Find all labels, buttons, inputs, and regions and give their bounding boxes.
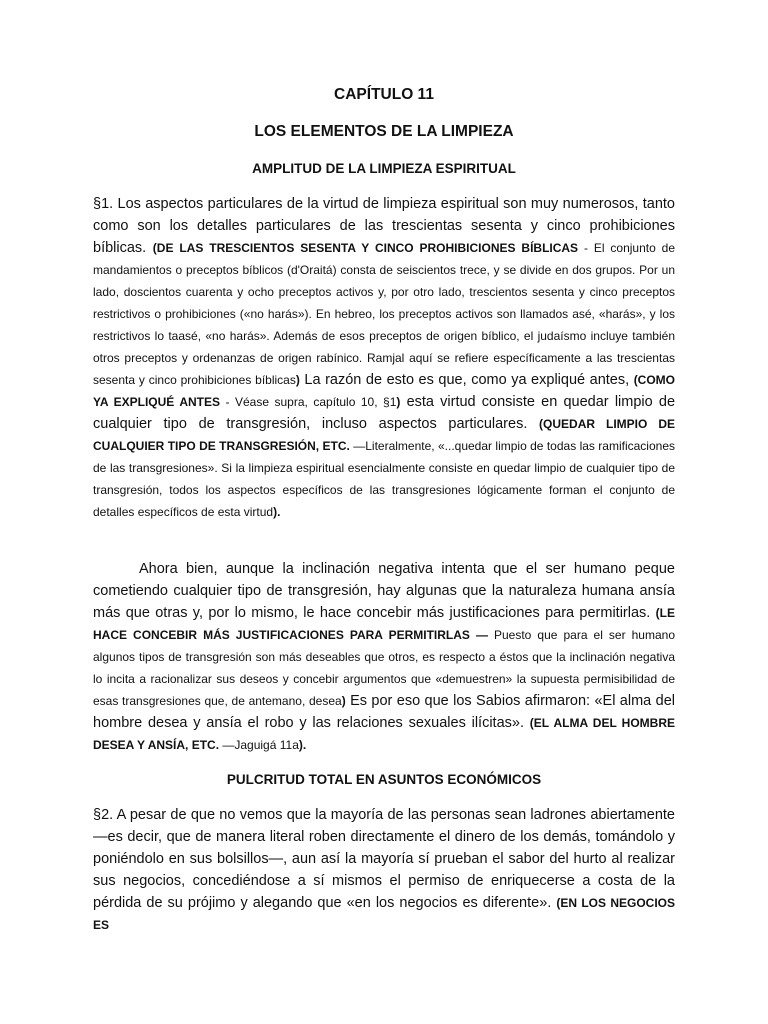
paragraph-1 bbox=[93, 193, 675, 523]
p2-note-2: (EL ALMA DEL HOMBRE DESEA Y ANSÍA, ETC. —Jaguigá 11a). bbox=[93, 716, 675, 752]
section-heading-pulcritud: PULCRITUD TOTAL EN ASUNTOS ECONÓMICOS bbox=[226, 772, 542, 787]
paragraph-2 bbox=[93, 558, 675, 756]
section-heading-amplitud: AMPLITUD DE LA LIMPIEZA ESPIRITUAL bbox=[252, 161, 516, 176]
chapter-heading: CAPÍTULO 11 bbox=[334, 86, 434, 103]
p1-note-2: (COMO YA EXPLIQUÉ ANTES - Véase supra, capítulo 10, §1) bbox=[93, 373, 676, 409]
p2-note-1: (LE HACE CONCEBIR MÁS JUSTIFICACIONES PARA PERMITIRLAS — Puesto que para el ser humano algunos tipos de transgresión son más deseables que otros, es respecto a éstos que la inclinación negativa lo incita a racionalizar sus deseos y concebir argumentos que «demuestren» la supuesta permisibilidad de esas transgresiones que, de antemano, desea) bbox=[93, 606, 675, 708]
p1-text-2: La razón de esto es que, como ya expliqué antes, bbox=[299, 372, 634, 388]
p1-note-1: (DE LAS TRESCIENTOS SESENTA Y CINCO PROHIBICIONES BÍBLICAS - El conjunto de mandamientos o preceptos bíblicos (d'Oraitá) consta de seiscientos trece, y se divide en dos grupos. Por un lado, doscientos cuarenta y ocho preceptos activos y, por otro lado, trescientos sesenta y cinco preceptos restrictivos o prohibiciones («no harás»). En hebreo, los preceptos activos son llamados asé, «harás», y los restrictivos lo taasé, «no harás». Además de esos preceptos de origen bíblico, el judaísmo incluye también otros preceptos y ordenanzas de origen rabínico. Ramjal aquí se refiere específicamente a las trescientas sesenta y cinco prohibiciones bíblicas) bbox=[93, 241, 676, 387]
p2-text: Ahora bien, aunque la inclinación negativa intenta que el ser humano peque cometiendo cualquier tipo de transgresión, hay algunas que la naturaleza humana ansía más que otras y, por lo mismo, le hace concebir más justificaciones para permitirlas. bbox=[93, 561, 675, 621]
chapter-title: LOS ELEMENTOS DE LA LIMPIEZA bbox=[254, 123, 514, 140]
p3-text: §2. A pesar de que no vemos que la mayoría de las personas sean ladrones abiertamente —es decir, que de manera literal roben directamente el dinero de los demás, tomándolo y poniéndolo en sus bolsillos—, aun así la mayoría sí prueban el sabor del hurto al realizar sus negocios, concediéndose a sí mismos el permiso de enriquecerse a costa de la pérdida de su prójimo y alegando que «en los negocios es diferente». bbox=[93, 807, 675, 911]
p3-note-1: (EN LOS NEGOCIOS ES bbox=[93, 896, 675, 932]
p1-text-3: esta virtud consiste en quedar limpio de cualquier tipo de transgresión, incluso aspectos particulares. bbox=[93, 394, 676, 432]
p2-text-2: Es por eso que los Sabios afirmaron: «El alma del hombre desea y ansía el robo y las relaciones sexuales ilícitas». bbox=[93, 693, 675, 731]
p1-text: §1. Los aspectos particulares de la virtud de limpieza espiritual son muy numerosos, tanto como son los detalles particulares de las trescientas sesenta y cinco prohibiciones bíblicas. bbox=[93, 196, 675, 256]
p1-note-3: (QUEDAR LIMPIO DE CUALQUIER TIPO DE TRANSGRESIÓN, ETC. —Literalmente, «...quedar limpio de todas las ramificaciones de las transgresiones». Si la limpieza espiritual esencialmente consiste en quedar limpio de cualquier tipo de transgresión, todos los aspectos específicos de las transgresiones lógicamente forman el conjunto de detalles específicos de esta virtud). bbox=[93, 417, 675, 519]
paragraph-3 bbox=[93, 804, 675, 936]
